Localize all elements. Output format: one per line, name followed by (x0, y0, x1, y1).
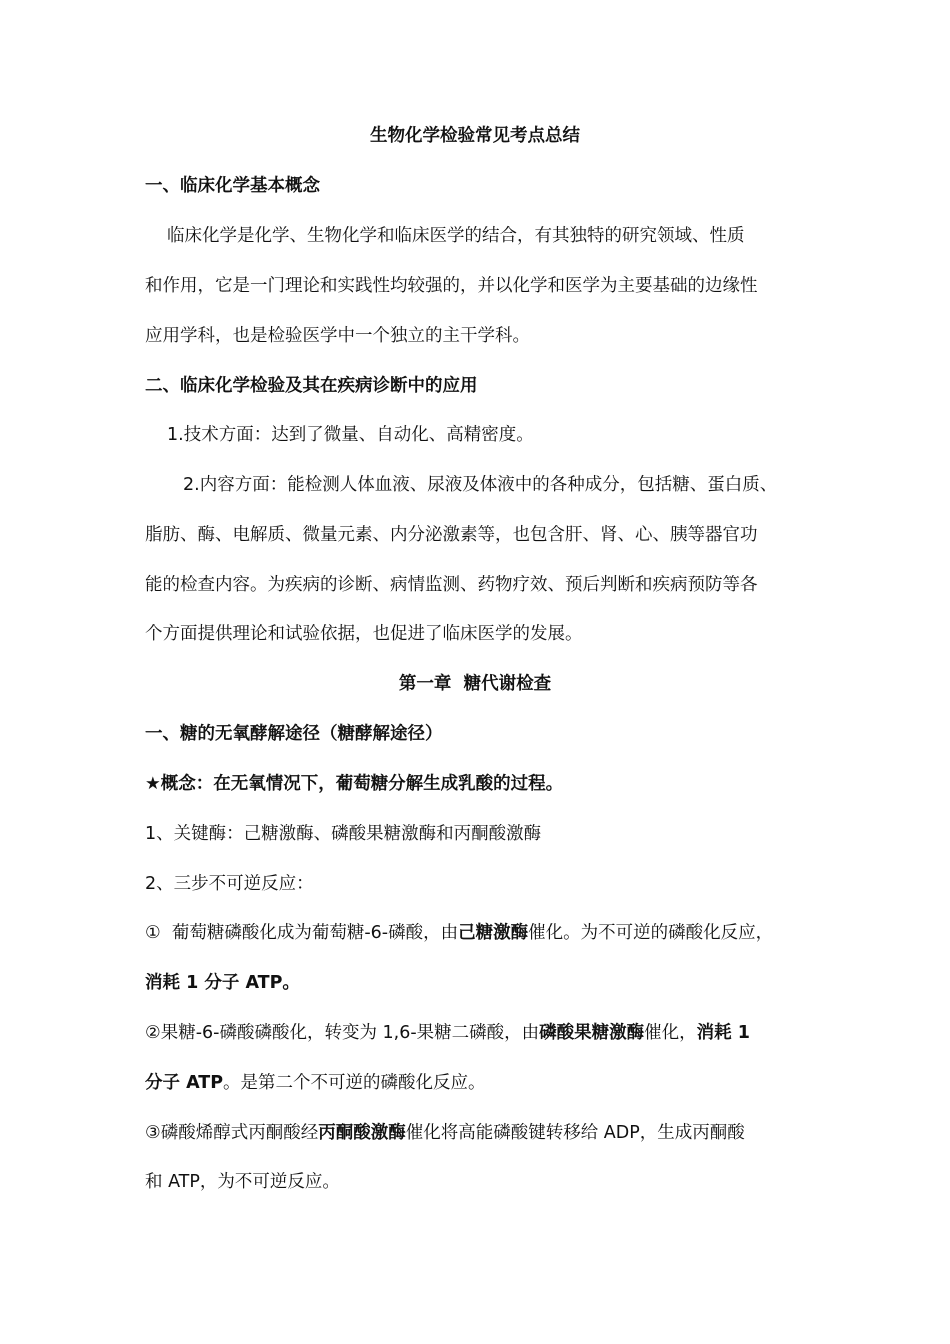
section1-heading: 一、临床化学基本概念 (145, 176, 320, 196)
step3-text: 催化将高能磷酸键转移给 ADP，生成丙酮酸 (405, 1123, 745, 1143)
step1-text: ① 葡萄糖磷酸化成为葡萄糖-6-磷酸，由 (145, 923, 459, 943)
section2-item2-line: 2.内容方面：能检测人体血液、尿液及体液中的各种成分，包括糖、蛋白质、 (183, 475, 778, 495)
step2-enzyme: 磷酸果糖激酶 (539, 1023, 645, 1043)
step2-line (145, 1021, 815, 1045)
step1-line (145, 921, 815, 945)
section2-item2-line: 个方面提供理论和试验依据，也促进了临床医学的发展。 (145, 624, 583, 644)
section2-item2-line: 能的检查内容。为疾病的诊断、病情监测、药物疗效、预后判断和疾病预防等各 (145, 575, 758, 595)
concept-line: ★概念：在无氧情况下，葡萄糖分解生成乳酸的过程。 (145, 774, 564, 794)
step2-text: 催化， (644, 1023, 697, 1043)
chapter-title: 第一章 糖代谢检查 (398, 674, 552, 694)
step2-atp: 消耗 1 (696, 1023, 750, 1043)
section1-para-line: 应用学科，也是检验医学中一个独立的主干学科。 (145, 326, 530, 346)
section1-para-line: 临床化学是化学、生物化学和临床医学的结合，有其独特的研究领域、性质 (167, 226, 745, 246)
section2-item2-line: 脂肪、酶、电解质、微量元素、内分泌激素等，也包含肝、肾、心、胰等器官功 (145, 525, 758, 545)
section2-heading: 二、临床化学检验及其在疾病诊断中的应用 (145, 376, 478, 396)
irreversible-steps-line: 2、三步不可逆反应： (145, 874, 314, 894)
section1-para-line: 和作用，它是一门理论和实践性均较强的，并以化学和医学为主要基础的边缘性 (145, 276, 758, 296)
key-enzymes-line: 1、关键酶：己糖激酶、磷酸果糖激酶和丙酮酸激酶 (145, 824, 542, 844)
document-title: 生物化学检验常见考点总结 (370, 126, 580, 146)
step1-atp: 消耗 1 分子 ATP。 (145, 973, 300, 993)
chapter-heading: 一、糖的无氧酵解途径（糖酵解途径） (145, 724, 443, 744)
step3-text: ③磷酸烯醇式丙酮酸经 (145, 1123, 319, 1143)
step3-enzyme: 丙酮酸激酶 (318, 1123, 406, 1143)
step1-text: 催化。为不可逆的磷酸化反应， (528, 923, 774, 943)
step2-text: 。是第二个不可逆的磷酸化反应。 (223, 1073, 486, 1093)
step3-line (145, 1121, 815, 1145)
step1-enzyme: 己糖激酶 (458, 923, 529, 943)
step3-line: 和 ATP，为不可逆反应。 (145, 1172, 340, 1192)
step2-text: ②果糖-6-磷酸磷酸化，转变为 1,6-果糖二磷酸，由 (145, 1023, 540, 1043)
section2-item1: 1.技术方面：达到了微量、自动化、高精密度。 (167, 425, 534, 445)
step2-atp: 分子 ATP (145, 1073, 224, 1093)
step2-line (145, 1071, 815, 1095)
